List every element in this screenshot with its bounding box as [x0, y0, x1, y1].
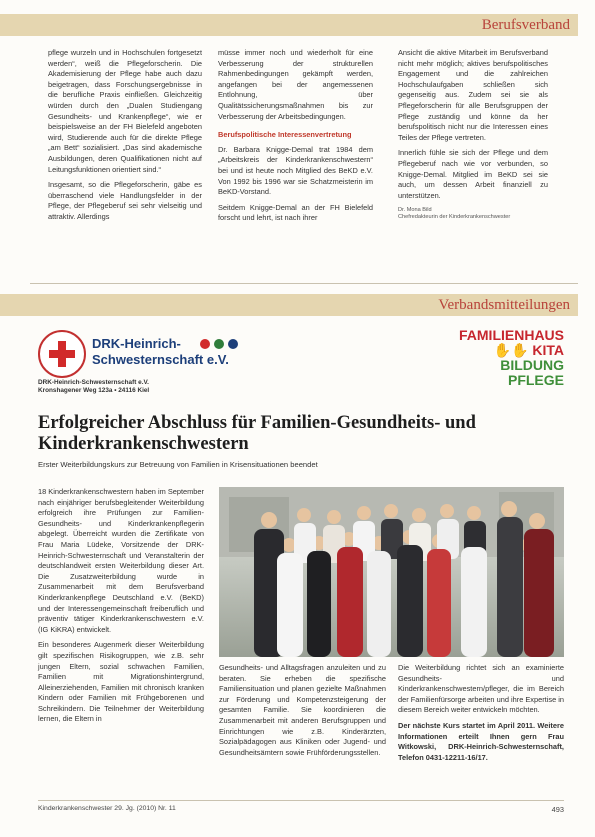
footer-divider — [38, 800, 564, 801]
paragraph: müsse immer noch und wiederholt für eine Verbesserung der strukturellen Rahmenbedingungen gekämpft werden, angefangen bei der angemessenen Entlohnung, über Qualitätssicherungsmaßnahmen bis zur Verbesserung der Arbeitsbedingungen. — [218, 48, 373, 121]
paragraph: pflege wurzeln und in Hochschulen fortgesetzt werden“, weiß die Pflegeforscherin. Die Akademisierung der Pflege habe auch dazu beigetragen, dass Forschungsergebnisse in die berufliche Praxis einfließen. Gleichzeitig würden durch den „Dualen Studiengang Gesundheits- und Krankenpflege“, wie er beispielsweise an der FH Bielefeld angeboten wird, Studierende auch für die direkte Pflege „am Bett“ sozialisiert. „Das sind akademische Ausbildungen, deren Qualifikationen nicht auf Leitungsfunktionen orientiert sind.“ — [48, 48, 202, 174]
blue-dot-icon — [228, 339, 238, 349]
section-header-bar-bottom — [0, 294, 578, 316]
red-dot-icon — [200, 339, 210, 349]
section-header-bar-top — [0, 14, 578, 36]
paragraph: Dr. Barbara Knigge-Demal trat 1984 dem „Arbeitskreis der Kinderkrankenschwestern“ bei und ist heute noch Mitglied des BeKD e.V. Von 1992 bis 1996 war sie Schatzmeisterin im BeKD-Vorstand. — [218, 144, 373, 197]
paragraph: 18 Kinderkrankenschwestern haben im September nach einjähriger berufsbegleitender Weiterbildung erfolgreich ihre Prüfungen zur Familien-Gesundheits- und Kinderkrankenpflegerin abgelegt. Überreicht wurden die Zertifikate von Frau Maria Lüdeke, Vorsitzende der DRK-Heinrich-Schwesternschaft und Veranstalterin der deutschlandweit ersten Weiterbildung dieser Art. Die Zusatzweiterbildung wurde in Zusammenarbeit mit dem Berufsverband Kinderkrankenpflege Deutschland e.V. (BeKD) und der Interessengemeinschaft freiberuflich und präventiv tätiger Kinderkrankenschwestern e.V. (IG KiKRA) entwickelt. — [38, 487, 204, 634]
paragraph: Gesundheits- und Alltagsfragen anzuleiten und zu beraten. Sie erheben die spezifische Familiensituation und planen gezielte Maßnahmen zur Förderung und Kompetenzsteigerung der gesamten Familie. Sie koordinieren die Zusammenarbeit mit anderen Berufsgruppen und Einrichtungen wie z.B. Kinderärzten, Sozialpädagogen aus Kliniken oder Jugend- und Gesundheitsämtern sowie Frühförderungsstellen. — [219, 663, 386, 757]
paragraph: Ein besonderes Augenmerk dieser Weiterbildung gilt spezifischen Risikogruppen, wie z.B. sehr jungen Eltern, sozial schwachen Familien, Familien mit Migrationshintergrund, Alleinerziehenden, Familien mit chronisch kranken Kindern oder Familien mit Frühgeborenen und Schreikindern. Die Teilnehmer der Weiterbildung lernen, die Eltern in — [38, 640, 204, 724]
drk-name: DRK-Heinrich- Schwesternschaft e.V. — [92, 336, 229, 367]
article-subline: Erster Weiterbildungskurs zur Betreuung von Familien in Krisensituationen beendet — [38, 460, 318, 469]
group-photo — [219, 487, 564, 657]
section-divider — [30, 283, 578, 284]
green-dot-icon — [214, 339, 224, 349]
article-headline: Erfolgreicher Abschluss für Familien-Gesundheits- und Kinderkrankenschwestern — [38, 413, 476, 454]
top-column-3 — [398, 48, 548, 221]
group-photo-illustration — [219, 487, 564, 657]
author-signature: Dr. Mona Bild Chefredakteurin der Kinderkrankenschwester — [398, 207, 511, 221]
footer-journal: Kinderkrankenschwester 29. Jg. (2010) Nr. 11 — [38, 805, 176, 812]
paragraph: Die Weiterbildung richtet sich an examinierte Gesundheits- und Kinderkrankenschwestern/pfleger, die im Bereich der Familienfürsorge arbeiten und ihre Expertise in diesem Bereich weiter entwickeln möchten. — [398, 663, 564, 715]
drk-logo-seal — [38, 330, 86, 378]
handprint-icon: ✋✋ — [493, 342, 529, 358]
bottom-column-3 — [398, 663, 564, 768]
paragraph: Insgesamt, so die Pflegeforscherin, gäbe es überraschend viele Handlungsfelder in der Pflege, der Pflegeberuf sei sehr vielseitig und attraktiv. Allerdings — [48, 180, 202, 221]
drk-address: DRK-Heinrich-Schwesternschaft e.V. Kronshagener Weg 123a • 24116 Kiel — [38, 379, 150, 394]
familienhaus-logo: FAMILIENHAUS ✋✋ KITA BILDUNG PFLEGE — [459, 327, 564, 388]
top-column-2 — [218, 48, 373, 229]
subheading: Berufspolitische Interessenvertretung — [218, 130, 352, 140]
section-title-verbandsmitteilungen: Verbandsmitteilungen — [438, 297, 570, 313]
paragraph: Seitdem Knigge-Demal an der FH Bielefeld forscht und lehrt, ist nach ihrer — [218, 202, 373, 223]
paragraph: Ansicht die aktive Mitarbeit im Berufsverband nicht mehr möglich; aktives berufspolitisches Engagement und die zahlreichen Hochschulaufgaben schließen sich gegenseitig aus. Zudem sei sie als Pflegeforscherin für alle Berufsgruppen der Pflege zuständig und könne da her berufspolitisch nicht nur die Interessen eines Teiles der Pflege vertreten. — [398, 48, 548, 142]
contact-info: Der nächste Kurs startet im April 2011. Weitere Informationen erteilt Ihnen gern Frau Witkowski, DRK-Heinrich-Schwesternschaft, Telefon 0431-12211-16/17. — [398, 720, 564, 762]
top-column-1 — [48, 48, 202, 228]
page-number: 493 — [551, 805, 564, 814]
section-title-berufsverband: Berufsverband — [481, 17, 570, 33]
bottom-column-2 — [219, 663, 386, 763]
paragraph: Innerlich fühle sie sich der Pflege und dem Pflegeberuf nach wie vor verbunden, so Knigge-Demal. Mitglied im BeKD sei sie auch, um dessen Arbeit finanziell zu unterstützen. — [398, 148, 548, 200]
bottom-column-1 — [38, 487, 204, 730]
